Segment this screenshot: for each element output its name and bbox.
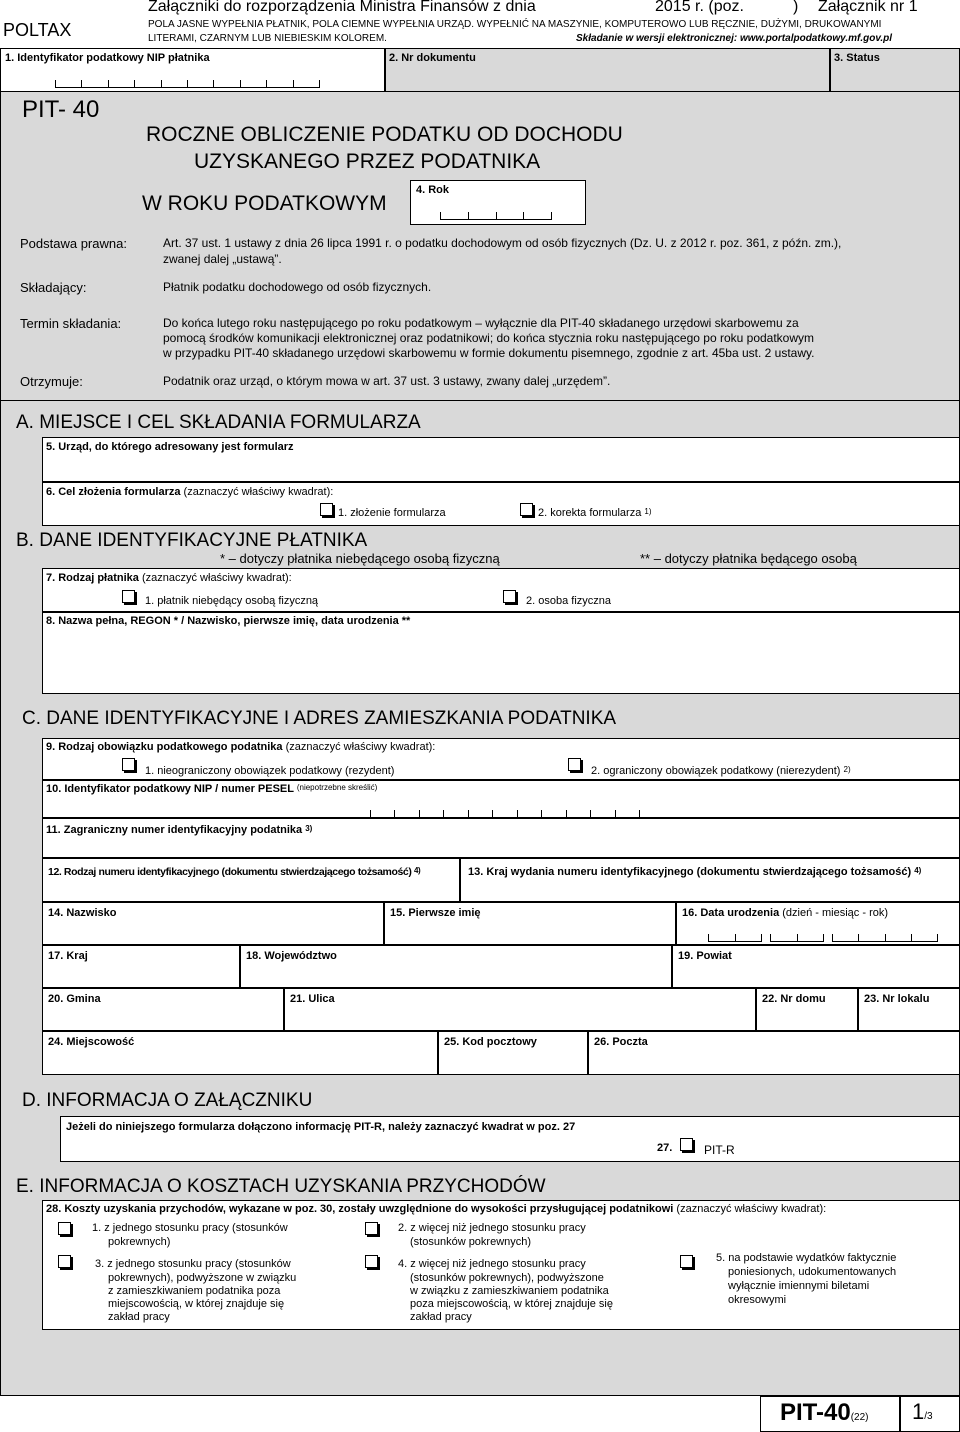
field-14-label: 14. Nazwisko (48, 907, 117, 919)
field-13-id-country[interactable] (460, 858, 960, 902)
checkbox-cost-5[interactable] (680, 1255, 693, 1268)
cost-3-line-1: 3. z jednego stosunku pracy (stosunków (95, 1258, 291, 1270)
deadline-label: Termin składania: (20, 316, 122, 331)
field-9-label: 9. Rodzaj obowiązku podatkowego podatnika (zaznaczyć właściwy kwadrat): (46, 741, 436, 753)
deadline-text-2: pomocą środków komunikacji elektronicznej oraz podatnikowi; do końca stycznia roku następującego po roku podatkowym (163, 331, 815, 345)
electronic-submission: Składanie w wersji elektronicznej: www.portalpodatkowy.mf.gov.pl (576, 33, 892, 44)
field-23-label: 23. Nr lokalu (864, 993, 930, 1005)
field-27-label: 27. (657, 1142, 673, 1154)
form-code: PIT- 40 (22, 96, 100, 123)
checkbox-cost-1[interactable] (58, 1222, 71, 1235)
header-title: Załączniki do rozporządzenia Ministra Finansów z dnia (148, 0, 536, 15)
form-title-line1: ROCZNE OBLICZENIE PODATKU OD DOCHODU (146, 123, 623, 146)
poltax-brand: POLTAX (3, 20, 72, 40)
field-1-label: 1. Identyfikator podatkowy NIP płatnika (5, 52, 210, 64)
attachment-info-text: Jeżeli do niniejszego formularza dołączono informację PIT-R, należy zaznaczyć kwadrat w poz. 27 (66, 1121, 576, 1133)
birth-year-comb (832, 934, 938, 942)
cost-2-line-1: 2. z więcej niż jednego stosunku pracy (398, 1222, 586, 1234)
field-15-label: 15. Pierwsze imię (390, 907, 481, 919)
cost-2-line-2: (stosunków pokrewnych) (410, 1236, 532, 1248)
opt-natural-person-label: 2. osoba fizyczna (526, 595, 611, 607)
field-6-label: 6. Cel złożenia formularza (zaznaczyć właściwy kwadrat): (46, 486, 334, 498)
field-19-label: 19. Powiat (678, 950, 732, 962)
field-21-label: 21. Ulica (290, 993, 335, 1005)
note-non-natural: * – dotyczy płatnika niebędącego osobą fizyczną (220, 551, 500, 566)
cost-3-line-3: z zamieszkiwaniem podatnika poza (108, 1285, 281, 1297)
cost-5-line-2: poniesionych, udokumentowanych (728, 1266, 897, 1278)
recipient-label: Otrzymuje: (20, 374, 83, 389)
year-comb (440, 212, 552, 220)
deadline-text-1: Do końca lutego roku następującego po roku podatkowym – wyłącznie dla PIT-40 składanego urzędowi skarbowemu za (163, 316, 799, 330)
footer-variant: (22) (850, 1412, 869, 1423)
cost-5-line-4: okresowymi (728, 1294, 787, 1306)
checkbox-cost-4[interactable] (365, 1255, 378, 1268)
legal-basis-text-2: zwanej dalej „ustawą”. (163, 252, 282, 266)
field-12-label: 12. Rodzaj numeru identyfikacyjnego (dokumentu stwierdzającego tożsamość) $^{4)}$ (48, 866, 421, 878)
field-18-label: 18. Województwo (246, 950, 337, 962)
opt-resident-label: 1. nieograniczony obowiązek podatkowy (rezydent) (145, 765, 395, 777)
header-paren: ) (793, 0, 799, 15)
cost-5-line-3: wyłącznie imiennymi biletami (728, 1280, 870, 1292)
field-10-label: 10. Identyfikator podatkowy NIP / numer PESEL $^{(niepotrzebne skreślić)}$ (46, 783, 378, 795)
note-natural: ** – dotyczy płatnika będącego osobą (640, 551, 857, 566)
birth-day-comb (708, 934, 762, 942)
legal-basis-text-1: Art. 37 ust. 1 ustawy z dnia 26 lipca 1991 r. o podatku dochodowym od osób fizycznych (Dz. U. z 2012 r. poz. 361, z późn. zm.), (163, 236, 842, 250)
legal-basis-label: Podstawa prawna: (20, 236, 127, 251)
field-20-label: 20. Gmina (48, 993, 101, 1005)
footer-page-total: /3 (924, 1411, 933, 1422)
field-2-label: 2. Nr dokumentu (389, 52, 476, 64)
field-5-label: 5. Urząd, do którego adresowany jest formularz (46, 441, 294, 453)
instructions-line2: LITERAMI, CZARNYM LUB NIEBIESKIM KOLOREM. (148, 33, 387, 44)
field-21-street[interactable] (284, 988, 756, 1031)
info-divider (0, 400, 960, 401)
pit-r-label: PIT-R (704, 1143, 735, 1157)
field-16-label: 16. Data urodzenia (dzień - miesiąc - rok) (682, 907, 889, 919)
checkbox-pit-r[interactable] (680, 1138, 693, 1151)
cost-5-line-1: 5. na podstawie wydatków faktycznie (716, 1252, 897, 1264)
cost-3-line-2: pokrewnych), podwyższone w związku (108, 1272, 297, 1284)
checkbox-natural-person[interactable] (503, 590, 516, 603)
checkbox-cost-2[interactable] (365, 1222, 378, 1235)
form-title-line3: W ROKU PODATKOWYM (142, 192, 387, 215)
instructions-line1: POLA JASNE WYPEŁNIA PŁATNIK, POLA CIEMNE WYPEŁNIA URZĄD. WYPEŁNIĆ NA MASZYNIE, KOMPUTEROWO LUB RĘCZNIE, DUŻYMI, DRUKOWANYMI (148, 19, 882, 30)
field-8-label: 8. Nazwa pełna, REGON * / Nazwisko, pierwsze imię, data urodzenia ** (46, 615, 411, 627)
cost-3-line-4: miejscowością, w której znajduje się (108, 1298, 285, 1310)
cost-4-line-2: (stosunków pokrewnych), podwyższone (410, 1272, 604, 1284)
field-12-id-type[interactable] (42, 858, 460, 902)
filer-label: Składający: (20, 280, 87, 295)
cost-4-line-5: zakład pracy (410, 1311, 472, 1323)
opt-correction-label: 2. korekta formularza $^{1)}$ (538, 507, 652, 519)
opt-submission-label: 1. złożenie formularza (338, 507, 446, 519)
checkbox-non-natural[interactable] (122, 590, 135, 603)
cost-1-line-2: pokrewnych) (108, 1236, 171, 1248)
footer-form-code: PIT-40(22) (780, 1399, 869, 1426)
cost-1-line-1: 1. z jednego stosunku pracy (stosunków (92, 1222, 288, 1234)
field-28-label: 28. Koszty uzyskania przychodów, wykazane w poz. 30, zostały uwzględnione do wysokości przysługującej podatnikowi (zaznaczyć właściwy kwadrat): (46, 1203, 827, 1215)
cost-4-line-3: w związku z zamieszkiwaniem podatnika (410, 1285, 609, 1297)
recipient-text: Podatnik oraz urząd, o którym mowa w art. 37 ust. 3 ustawy, zwany dalej „urzędem”. (163, 374, 611, 388)
birth-month-comb (770, 934, 824, 942)
field-13-label: 13. Kraj wydania numeru identyfikacyjnego (dokumentu stwierdzającego tożsamość) $^{4)}$ (468, 866, 922, 878)
checkbox-cost-3[interactable] (58, 1255, 71, 1268)
field-3-label: 3. Status (834, 52, 880, 64)
attachment-number: Załącznik nr 1 (818, 0, 918, 15)
field-11-label: 11. Zagraniczny numer identyfikacyjny podatnika $^{3)}$ (46, 824, 313, 836)
field-17-label: 17. Kraj (48, 950, 88, 962)
checkbox-resident[interactable] (122, 758, 135, 771)
cost-4-line-1: 4. z więcej niż jednego stosunku pracy (398, 1258, 586, 1270)
footer-page-number: 1/3 (912, 1399, 933, 1424)
field-24-label: 24. Miejscowość (48, 1036, 135, 1048)
cost-3-line-5: zakład pracy (108, 1311, 170, 1323)
field-4-label: 4. Rok (416, 184, 450, 196)
cost-4-line-4: poza miejscowością, w której znajduje się (410, 1298, 613, 1310)
section-d-title: D. INFORMACJA O ZAŁĄCZNIKU (22, 1090, 313, 1111)
checkbox-correction[interactable] (520, 503, 533, 516)
opt-non-natural-label: 1. płatnik niebędący osobą fizyczną (145, 595, 319, 607)
nip-comb (55, 80, 320, 88)
field-26-label: 26. Poczta (594, 1036, 648, 1048)
section-b-title: B. DANE IDENTYFIKACYJNE PŁATNIKA (16, 530, 368, 551)
section-c-title: C. DANE IDENTYFIKACYJNE I ADRES ZAMIESZKANIA PODATNIKA (22, 708, 617, 729)
field-25-label: 25. Kod pocztowy (444, 1036, 537, 1048)
header-year: 2015 r. (poz. (655, 0, 744, 15)
section-e-title: E. INFORMACJA O KOSZTACH UZYSKANIA PRZYCHODÓW (16, 1176, 546, 1197)
filer-text: Płatnik podatku dochodowego od osób fizycznych. (163, 280, 432, 294)
section-a-title: A. MIEJSCE I CEL SKŁADANIA FORMULARZA (16, 412, 421, 433)
checkbox-submission[interactable] (320, 503, 333, 516)
deadline-text-3: w przypadku PIT-40 składanego urzędowi skarbowemu w formie dokumentu pisemnego, zgodnie z art. 45ba ust. 2 ustawy. (163, 346, 815, 360)
field-7-label: 7. Rodzaj płatnika (zaznaczyć właściwy kwadrat): (46, 572, 292, 584)
nip-pesel-comb (370, 810, 640, 818)
field-22-label: 22. Nr domu (762, 993, 826, 1005)
form-title-line2: UZYSKANEGO PRZEZ PODATNIKA (194, 150, 541, 173)
checkbox-nonresident[interactable] (568, 758, 581, 771)
opt-nonresident-label: 2. ograniczony obowiązek podatkowy (nierezydent) $^{2)}$ (591, 765, 851, 777)
